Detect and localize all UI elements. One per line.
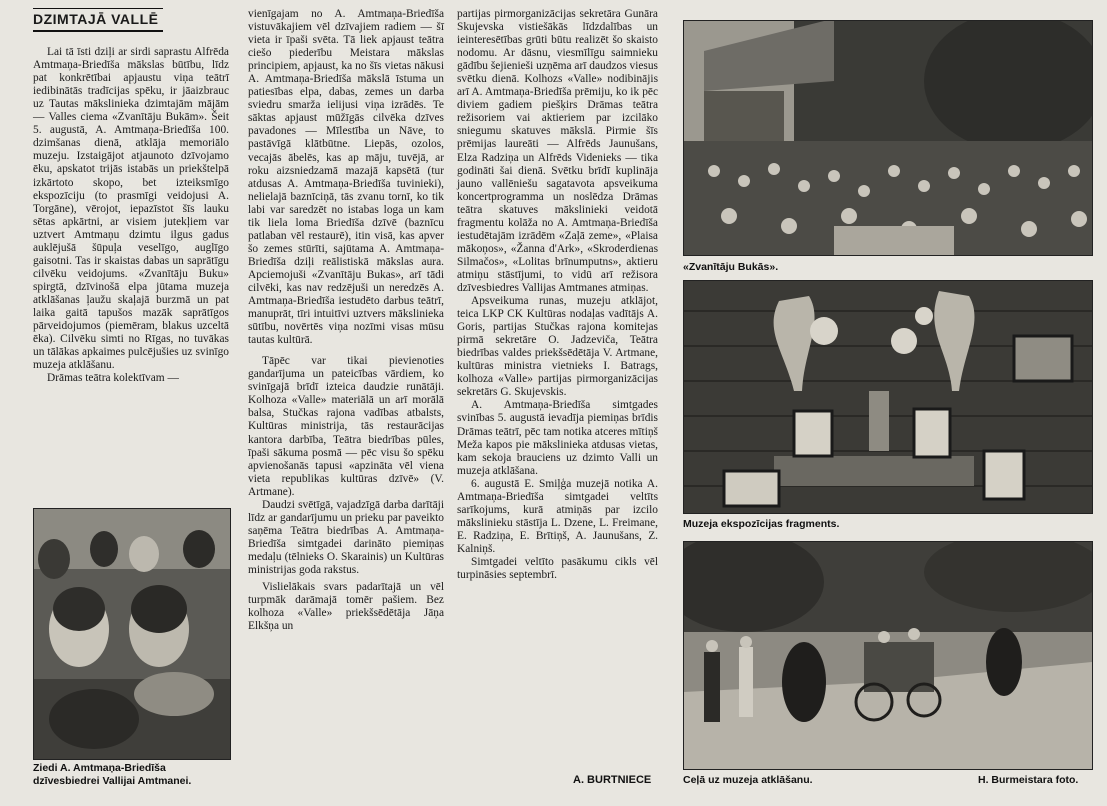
caption-exhibit: Muzeja ekspozīcijas fragments. <box>683 518 840 530</box>
caption-flowers: Ziedi A. Amtmaņa-Briedīša dzīvesbiedrei Vallijai Amtmanei. <box>33 762 192 787</box>
paragraph: Tāpēc var tikai pievienoties gandarījuma un pateicības vārdiem, ko svinīgajā brīdī izteica daudzie runātāji. Kolhoza «Valle» materiālā un arī morālā balsa, Stučkas rajona vadības atbalsts, Kultūras ministrija, tās restaurācijas kantora darbība, Teātra biedrības pūles, īpaši sākuma posmā — pēc visu šo spēku apvienošanās tapusi «apzināta vēl viena vieta republikas kultūras dzīvē» (V. Artmane). <box>248 355 444 498</box>
photo-procession <box>683 541 1093 770</box>
paragraph: vienīgajam no A. Amtmaņa-Briedīša vistuvākajiem vēl dzīvajiem radiem — šī vieta ir īpaši svēta. Tā liek apjaust teātra ciešo piederību Meistara mākslas principiem, apjaust, ka no šīs vietas nākusi A. Amtmaņa-Briedīša mākslā īstuma un patiesības elpa, dabas, zemes un darba sviedru smarža ielijusi viņa izrādēs. Te sāktas apjaust mūžīgās cilvēka dzīves pavadones — Mīlestība un Nāve, to pastāvīgā klātbūtne. Liepās, ozolos, vecajās ābelēs, kas ap māju, tuvējā, ar roku aizsniedzamā mazajā kapsētā (tur atdusas A. Amtmaņa-Briedīša tuvinieki), nelielajā baznīciņā, tās zvanu tornī, ko tik labi var saredzēt no istabas loga un kam tik liela loma Briedīša dzīvē (baznīcu patlaban vēl restaurē), itin visā, kas apver šo zemes stūrīti, sajūtama A. Amtmaņa-Briedīša dziļi reālistiskā mākslas aura. Apciemojuši «Zvanītāju Bukas», arī tādi cilvēki, kas nav redzējuši un neredzēs A. Amtmaņa-Briedīša iestudēto darbus teātrī, manuprāt, tīri intuitīvi uztvers mākslinieka sūtību, novērtēs viņa nozīmi visas mūsu tautas kultūrā. <box>248 8 444 347</box>
paragraph: 6. augustā E. Smiļģa muzejā notika A. Amtmaņa-Briedīša simtgadei veltīts sarīkojums, kurā atmiņās par izcilo mākslinieku stāstīja L. Dzene, L. Freimane, E. Radziņa, E. Brītiņš, A. Jaunušans, Z. Kalniņš. <box>457 477 658 555</box>
photo-credit: H. Burmeistara foto. <box>978 774 1079 786</box>
article-column-1 <box>33 8 229 385</box>
article-column-3 <box>457 8 658 582</box>
article-signature: A. BURTNIECE <box>573 774 652 786</box>
caption-procession: Ceļā uz muzeja atklāšanu. <box>683 774 813 786</box>
photo-flowers <box>33 508 231 760</box>
paragraph: partijas pirmorganizācijas sekretāra Gunāra Skujevska vistiešākās līdzdalības un ieinteresētības grūti būtu realizēt šo skaisto nodomu. Ar dāsnu, viesmīlīgu saimnieku gādību šejienieši uzņēma arī daudzos viesus svētku dienā. Kolhozs «Valle» nodibinājis arī A. Amtmaņa-Briedīša prēmiju, ko ik pēc diviem gadiem piešķirs Drāmas teātra režisoriem vai aktieriem par izcilāko sniegumu skatuves mākslā. Pirmie šīs prēmijas laureāti — Alfrēds Jaunušans, Elza Radziņa un Alfrēds Videnieks — tika godināti šai dienā. Svētku brīdī kuplināja jauno vallēniešu sagatavota apsveikuma koncertprogramma un noslēdza Drāmas teātra skatuves mākslinieki veidotā fragmentu kolāža no A. Amtmaņa-Briedīša iestudētajām izrādēm «Zaļā zeme», «Plaisa mākoņos», «Žanna d'Ark», «Skroderdienas Silmačos», «Lolitas brīnumputns», aktieru atmiņu stāstījumi, to vidū arī režisora dzīvesbiedres Vallijas Amtmanes atmiņas. <box>457 8 658 294</box>
photo-exhibit <box>683 280 1093 514</box>
paragraph: Daudzi svētīgā, vajadzīgā darba darītāji līdz ar gandarījumu un prieku par paveikto saņēma Teātra biedrības A. Amtmaņa-Briedīša simtgadei darināto piemiņas medaļu (tēlnieks O. Skarainis) un Kultūras ministrijas goda rakstus. <box>248 498 444 576</box>
paragraph: A. Amtmaņa-Briedīša simtgades svinības 5. augustā ievadīja piemiņas brīdis Drāmas teātrī, pēc tam notika atceres mītiņš Meža kapos pie mākslinieka atdusas vietas, kam sekoja brauciens uz dzimto Valli un muzeja atklāšana. <box>457 399 658 477</box>
paragraph: Apsveikuma runas, muzeju atklājot, teica LKP CK Kultūras nodaļas vadītājs A. Goris, partijas Stučkas rajona komitejas pirmā sekretāre O. Jadzeviča, Teātra biedrības valdes priekšsēdētāja V. Artmane, kultūras ministra vietnieks I. Batrags, kolhoza «Valle» partijas pirmorganizācijas sekretārs G. Skujevskis. <box>457 295 658 399</box>
paragraph: Simtgadei veltīto pasākumu cikls vēl turpināsies septembrī. <box>457 555 658 582</box>
paragraph: Vislielākais svars padarītajā un vēl turpmāk darāmajā tomēr pašiem. Bez kolhoza «Valle» priekšsēdētāja Jāņa Elkšņa un <box>248 581 444 633</box>
caption-crowd: «Zvanītāju Bukās». <box>683 261 779 273</box>
paragraph: Lai tā īsti dziļi ar sirdi saprastu Alfrēda Amtmaņa-Briedīša mākslas būtību, līdz pat konkrētībai apjaustu viņa teātrī iedibinātās tradīcijas spēku, ir jāaizbrauc uz Tautas mākslinieka dzimtajām mājām — Valles ciema «Zvanītāju Bukām». Šeit 5. augustā, A. Amtmaņa-Briedīša 100. dzimšanas dienā, atklāja memoriālo muzeju. Izstaigājot atjaunoto dzīvojamo ēku, apskatot trijās istabās un priekštelpā izkārtoto skopo, bet izteiksmīgo ekspozīciju (to prasmīgi veidojusi A. Torgāne), vērojot, iepazīstot šīs lauku sētas apkārtni, ar visiem jutekļiem var uztvert Amtmaņu dzimtu ilgus gadus auklējušā šūpuļa veselīgo, auglīgo gaisotni. Tas ir skaistas dabas un saprātīgu cilvēku veidojums. «Zvanītāju Buku» spirgtā, dzīvinošā elpa jūtama muzeja atklāšanas ļaužu skaļajā burzmā un pat laika gaitā tapušos mazāk saprātīgos pārveidojumos (piemēram, blakus uzceltā ēka). Cilvēku simti no Rīgas, no tuvākas un tālākas apkaimes pulcējušies uz svinīgo muzeja atklāšanu. <box>33 46 229 372</box>
article-headline: DZIMTAJĀ VALLĒ <box>33 8 163 32</box>
article-column-2 <box>248 8 444 633</box>
paragraph: Drāmas teātra kolektīvam — <box>47 372 179 385</box>
photo-crowd <box>683 20 1093 256</box>
